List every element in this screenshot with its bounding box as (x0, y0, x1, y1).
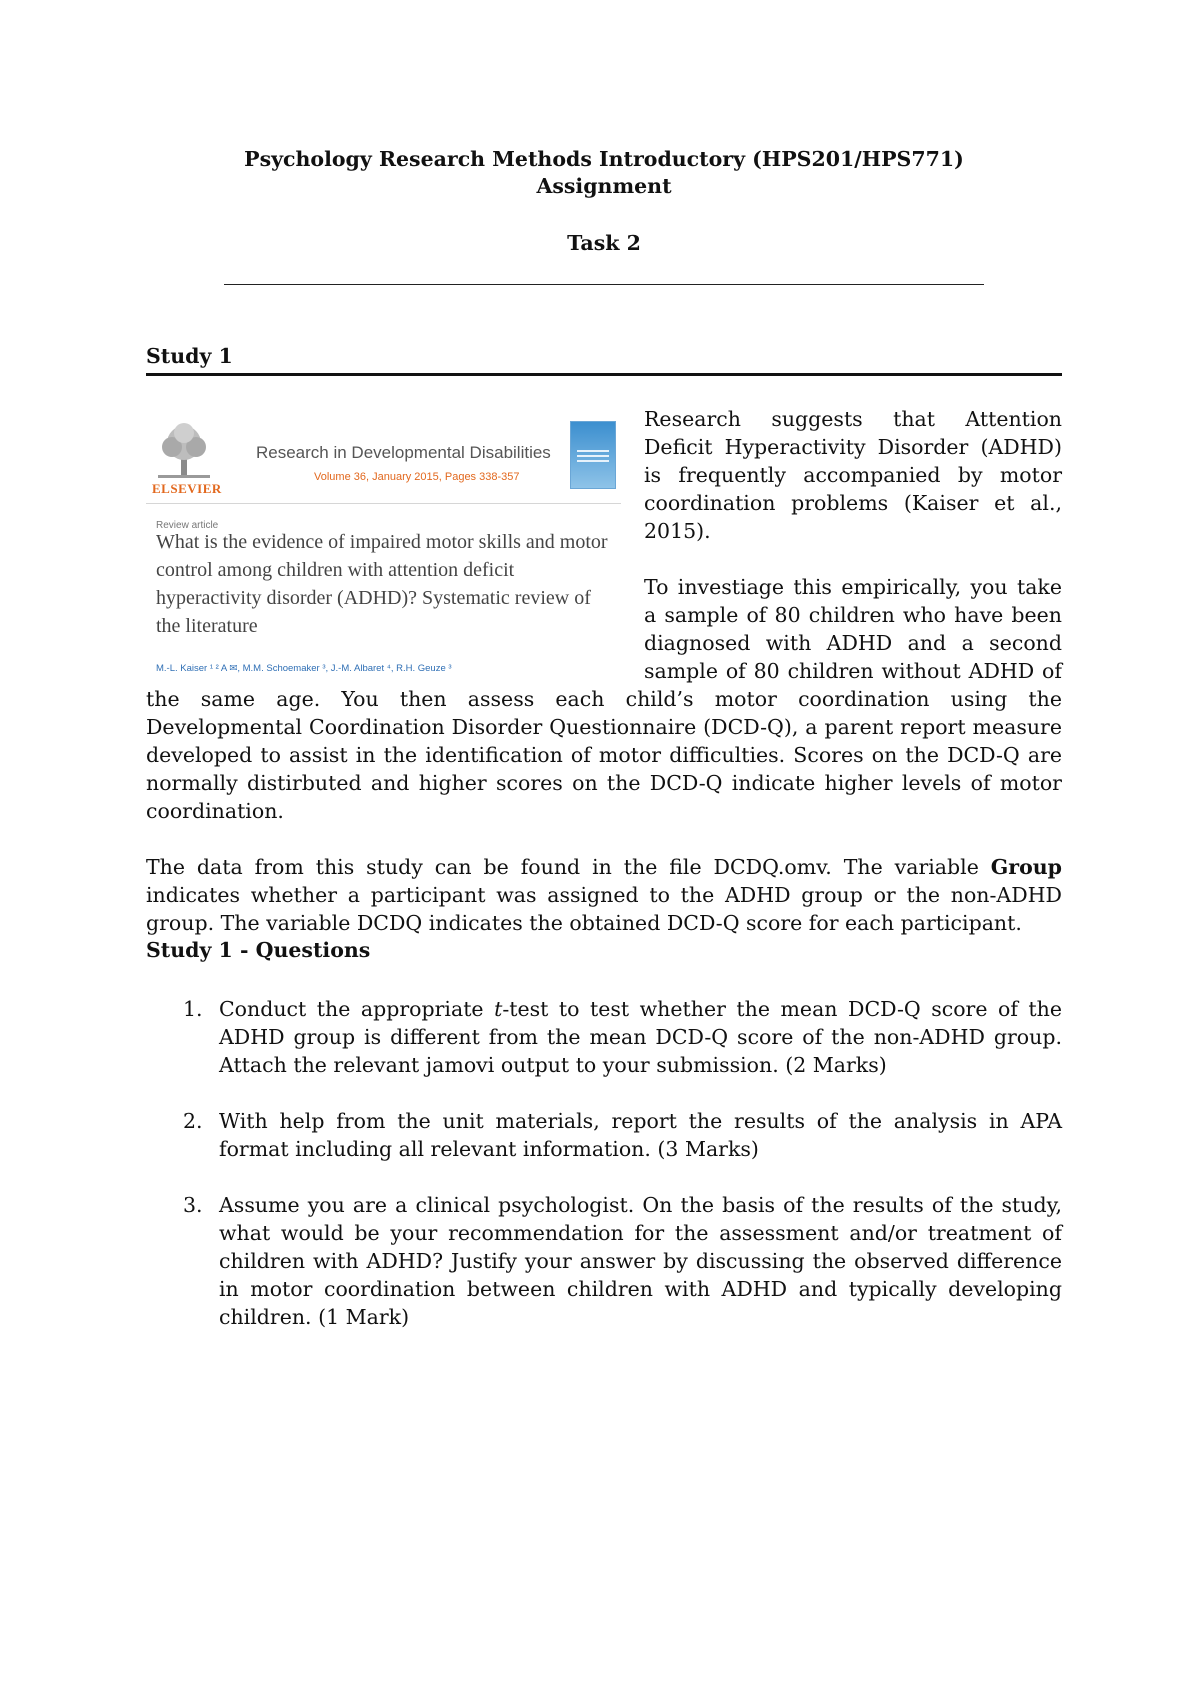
article-screenshot (146, 405, 621, 677)
task-label: Task 2 (567, 231, 641, 255)
group-variable-name: Group (990, 855, 1062, 879)
questions-heading: Study 1 - Questions (146, 938, 371, 962)
question-number: 2. (183, 1109, 203, 1133)
journal-issue: Volume 36, January 2015, Pages 338-357 (314, 471, 520, 483)
question-text-b: -test to test whether the mean DCD-Q score of the ADHD group is different from the mean DCD-Q score of the non-ADHD group. Attach the relevant jamovi output to your submission. (2 Marks) (219, 997, 1062, 1077)
study1-body (146, 405, 1062, 937)
document-subtitle: Assignment (536, 174, 672, 198)
study1-paragraph-1: Research suggests that Attention Deficit Hyperactivity Disorder (ADHD) is frequently accompanied by motor coordination problems (Kaiser et al., 2015). (644, 407, 1062, 543)
para3-text-b: indicates whether a participant was assigned to the ADHD group or the non-ADHD group. The variable DCDQ indicates the obtained DCD-Q score for each participant. (146, 883, 1062, 935)
t-test-italic: t (494, 997, 503, 1021)
article-type-label: Review article (156, 520, 219, 531)
journal-name: Research in Developmental Disabilities (256, 443, 551, 462)
figure-divider (146, 503, 621, 504)
journal-cover-icon (570, 421, 616, 489)
document-header (146, 146, 1062, 257)
para3-text-a: The data from this study can be found in the file DCDQ.omv. The variable (146, 855, 991, 879)
question-number: 3. (183, 1193, 203, 1217)
header-divider (224, 284, 984, 285)
question-item (146, 1191, 1062, 1331)
document-title: Psychology Research Methods Introductory (HPS201/HPS771) (244, 147, 964, 171)
question-number: 1. (183, 997, 203, 1021)
document-page (146, 0, 1062, 1698)
elsevier-logo-text: ELSEVIER (152, 481, 222, 496)
study1-heading: Study 1 (146, 344, 233, 368)
article-title: What is the evidence of impaired motor skills and motor control among children with attention deficit hyperactivity disorder (ADHD)? Systematic review of the literature (156, 531, 608, 637)
study1-paragraph-3 (146, 853, 1062, 937)
study1-divider (146, 373, 1062, 376)
question-item (146, 1107, 1062, 1163)
questions-list (146, 995, 1062, 1359)
article-authors: M.-L. Kaiser ¹ ² A ✉, M.M. Schoemaker ³, J.-M. Albaret ⁴, R.H. Geuze ³ (156, 663, 452, 674)
question-item (146, 995, 1062, 1079)
study1-paragraph-2: To investiage this empirically, you take a sample of 80 children who have been diagnosed with ADHD and a second sample of 80 children without ADHD of the same age. You then assess each child’s motor coordination using the Developmental Coordination Disorder Questionnaire (DCD-Q), a parent report measure developed to assist in the identification of motor difficulties. Scores on the DCD-Q are normally distirbuted and higher scores on the DCD-Q indicate higher levels of motor coordination. (146, 575, 1062, 823)
elsevier-tree-icon (154, 421, 214, 481)
question-text-a: Conduct the appropriate (219, 997, 495, 1021)
question-text: Assume you are a clinical psychologist. On the basis of the results of the study, what would be your recommendation for the assessment and/or treatment of children with ADHD? Justify your answer by discussing the observed difference in motor coordination between children with ADHD and typically developing children. (1 Mark) (219, 1193, 1062, 1329)
question-text: With help from the unit materials, report the results of the analysis in APA format including all relevant information. (3 Marks) (219, 1109, 1062, 1161)
